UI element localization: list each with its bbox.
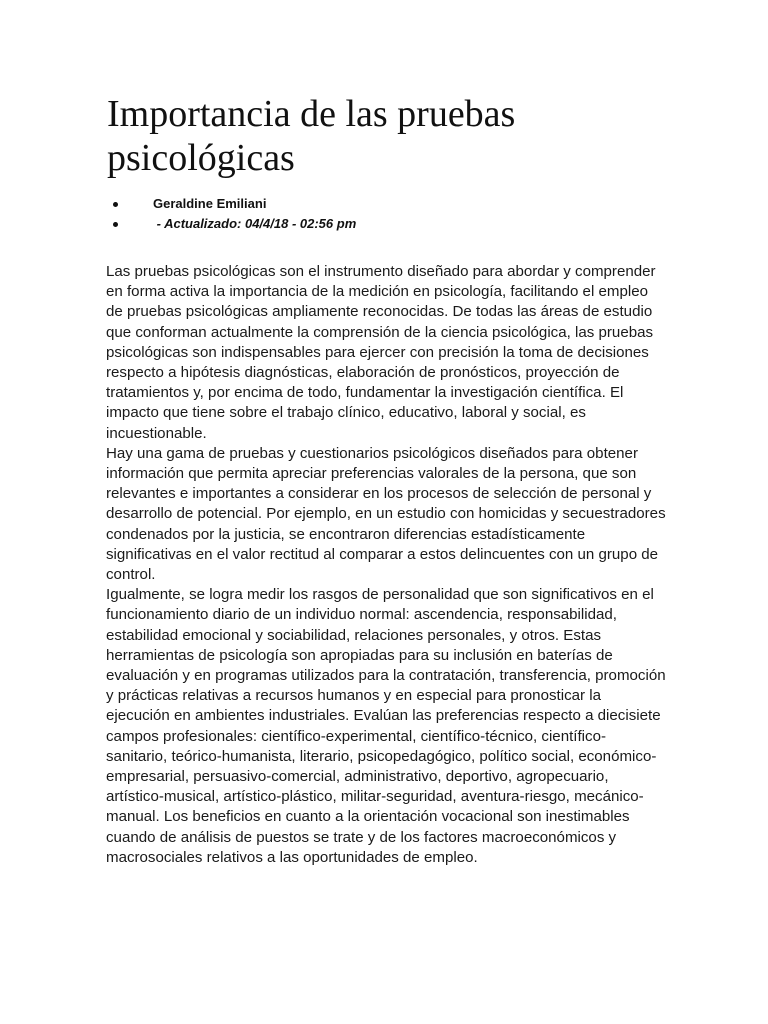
author-name: Geraldine Emiliani [153,196,267,211]
article-meta-list [113,194,356,234]
updated-date: - Actualizado: 04/4/18 - 02:56 pm [153,216,357,231]
body-paragraph: Las pruebas psicológicas son el instrumento diseñado para abordar y comprender en forma activa la importancia de la medición en psicología, facilitando el empleo de pruebas psicológicas ampliamente reconocidas. De todas las áreas de estudio que conforman actualmente la comprensión de la ciencia psicológica, las pruebas psicológicas son indispensables para ejercer con precisión la toma de decisiones respecto a hipótesis diagnósticas, elaboración de pronósticos, proyección de tratamientos y, por encima de todo, fundamentar la investigación científica. El impacto que tiene sobre el trabajo clínico, educativo, laboral y social, es incuestionable. [106,263,656,442]
article-body [106,262,666,868]
author-item [113,194,356,214]
body-paragraph: Hay una gama de pruebas y cuestionarios psicológicos diseñados para obtener información que permita apreciar preferencias valorales de la persona, que son relevantes e importantes a considerar en los procesos de selección de personal y desarrollo de potencial. Por ejemplo, en un estudio con homicidas y secuestradores condenados por la justicia, se encontraron diferencias estadísticamente significativas en el valor rectitud al comparar a estos delincuentes con un grupo de control. [106,444,666,584]
bullet-icon [113,202,118,207]
updated-item [113,214,356,234]
bullet-icon [113,222,118,227]
body-paragraph: Igualmente, se logra medir los rasgos de personalidad que son significativos en el funcionamiento diario de un individuo normal: ascendencia, responsabilidad, estabilidad emocional y sociabilidad, relaciones personales, y otros. Estas herramientas de psicología son apropiadas para su inclusión en baterías de evaluación y en programas utilizados para la contratación, transferencia, promoción y prácticas relativas a recursos humanos y en especial para pronosticar la ejecución en ambientes industriales. Evalúan las preferencias respecto a diecisiete campos profesionales: científico-experimental, científico-técnico, científico-sanitario, teórico-humanista, literario, psicopedagógico, político social, económico-empresarial, persuasivo-comercial, administrativo, deportivo, agropecuario, artístico-musical, artístico-plástico, militar-seguridad, aventura-riesgo, mecánico-manual. Los beneficios en cuanto a la orientación vocacional son inestimables cuando de análisis de puestos se trate y de los factores macroeconómicos y macrosociales relativos a las oportunidades de empleo. [106,586,666,866]
article-title: Importancia de las pruebas psicológicas [107,93,516,179]
